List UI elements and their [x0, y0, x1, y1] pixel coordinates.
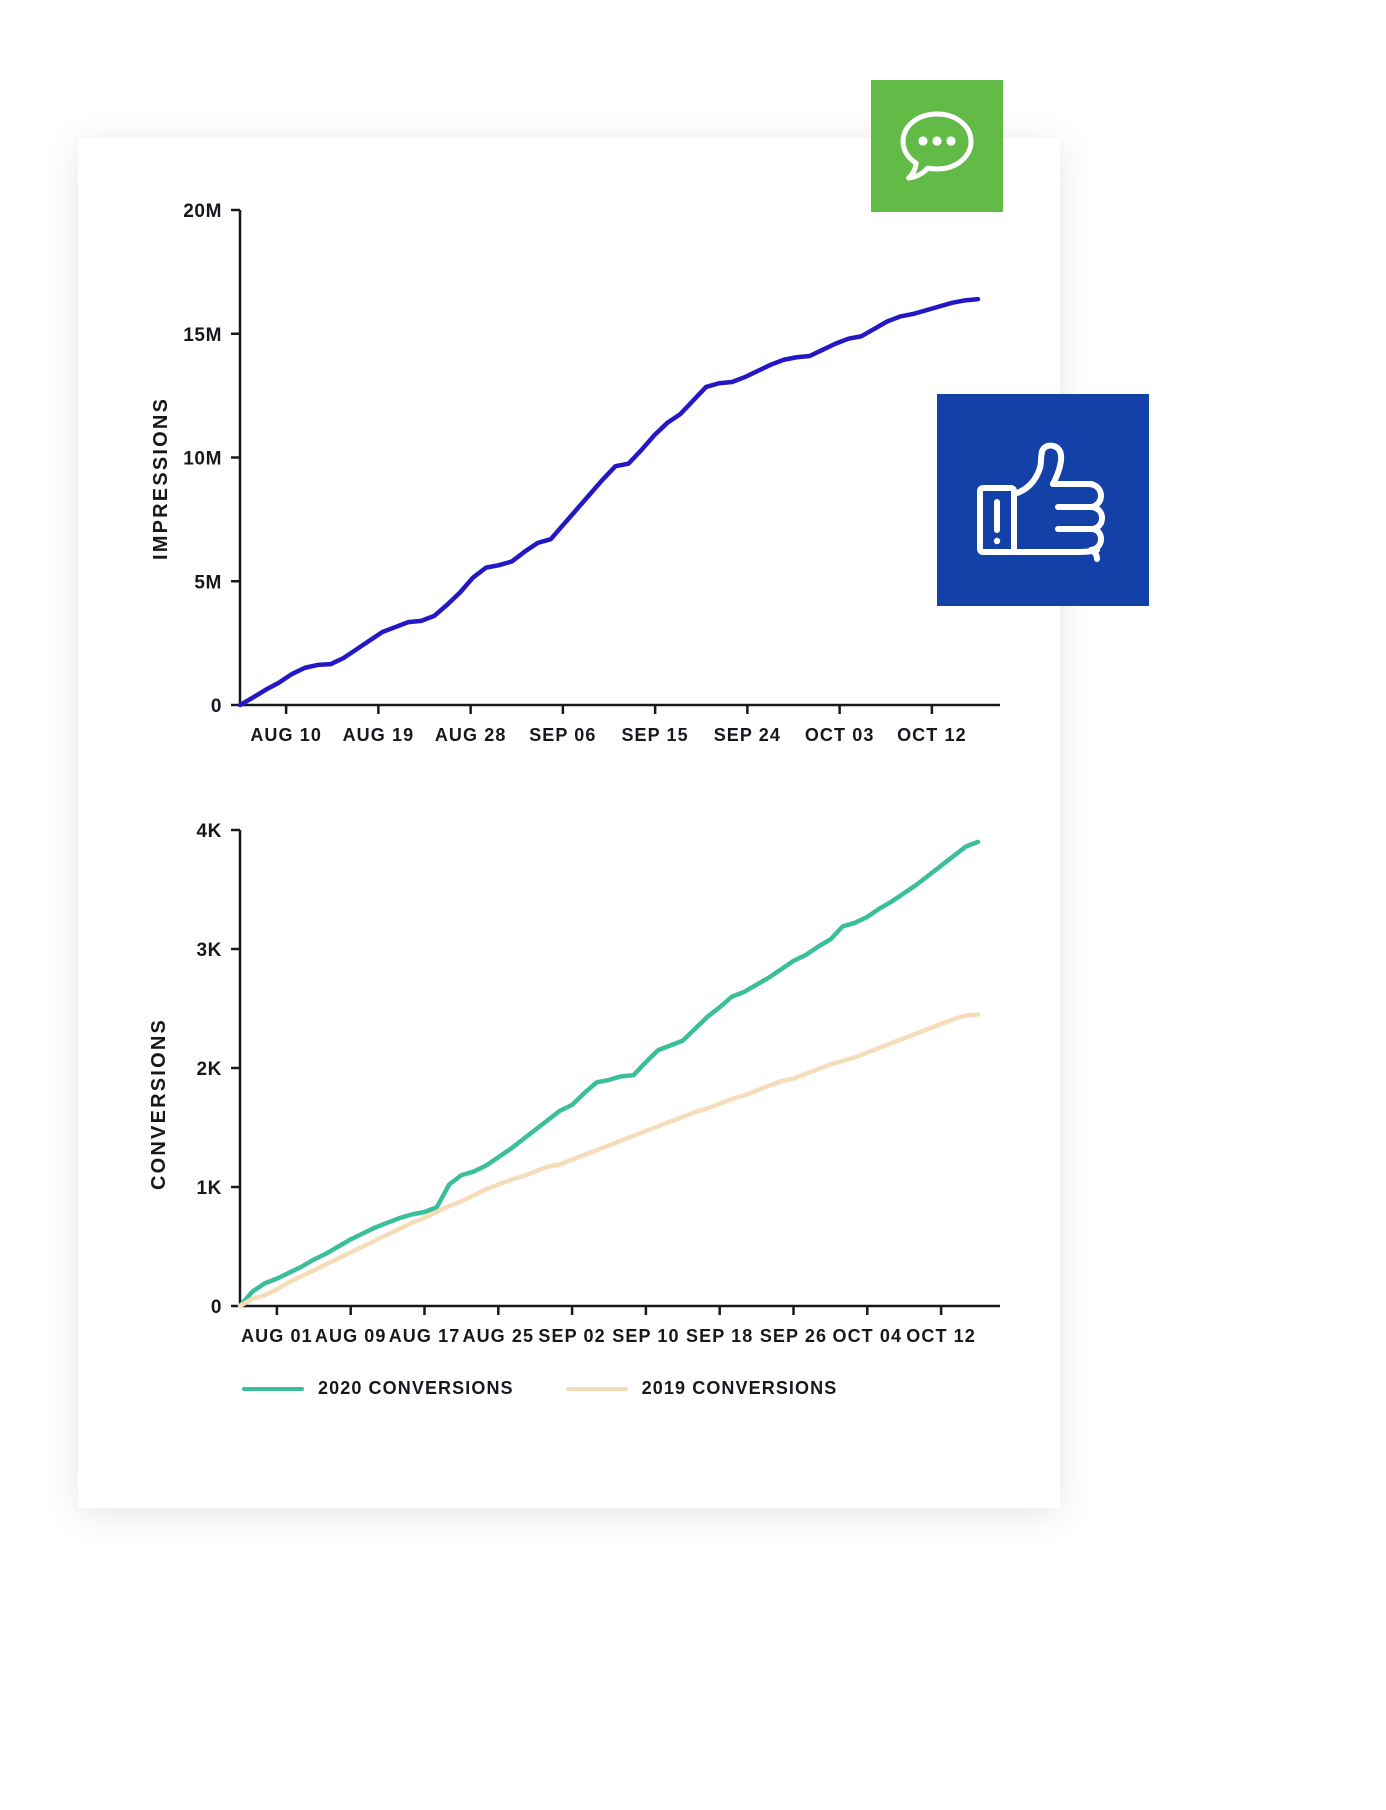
svg-text:SEP 26: SEP 26	[759, 1326, 828, 1346]
svg-text:SEP 15: SEP 15	[621, 725, 689, 745]
svg-text:0: 0	[210, 696, 222, 717]
legend-swatch-2019-icon	[566, 1387, 628, 1391]
chat-bubble-icon	[891, 100, 983, 192]
svg-text:OCT 04: OCT 04	[832, 1326, 903, 1346]
svg-text:OCT 03: OCT 03	[804, 725, 875, 745]
svg-text:AUG 10: AUG 10	[250, 725, 322, 745]
svg-text:2K: 2K	[196, 1059, 222, 1080]
svg-text:20M: 20M	[183, 201, 222, 222]
chart-legend	[160, 1378, 1020, 1399]
legend-item-2020	[242, 1378, 514, 1399]
svg-text:SEP 02: SEP 02	[538, 1326, 606, 1346]
svg-text:SEP 06: SEP 06	[529, 725, 597, 745]
thumbs-up-icon	[972, 436, 1114, 564]
svg-text:0: 0	[210, 1297, 222, 1318]
svg-text:OCT 12: OCT 12	[897, 725, 967, 745]
impressions-chart	[78, 180, 1060, 770]
conversions-y-axis-title: CONVERSIONS	[148, 1017, 170, 1190]
chat-bubble-badge	[871, 80, 1003, 212]
impressions-y-axis-title: IMPRESSIONS	[150, 396, 172, 560]
legend-label-2019: 2019 CONVERSIONS	[641, 1378, 838, 1398]
svg-text:3K: 3K	[196, 940, 222, 961]
svg-text:AUG 19: AUG 19	[342, 725, 415, 745]
legend-swatch-2020-icon	[242, 1387, 304, 1391]
thumbs-up-badge	[937, 394, 1149, 606]
svg-text:AUG 25: AUG 25	[462, 1326, 535, 1346]
svg-text:4K: 4K	[196, 821, 222, 842]
conversions-plot	[78, 790, 1060, 1430]
svg-text:10M: 10M	[183, 448, 222, 470]
conversions-chart	[78, 790, 1060, 1430]
svg-text:AUG 09: AUG 09	[314, 1326, 387, 1346]
svg-text:5M: 5M	[194, 572, 222, 594]
svg-text:SEP 18: SEP 18	[686, 1326, 754, 1346]
svg-text:15M: 15M	[183, 324, 222, 346]
svg-text:SEP 10: SEP 10	[612, 1326, 680, 1346]
impressions-plot	[78, 180, 1060, 770]
legend-label-2020: 2020 CONVERSIONS	[318, 1378, 514, 1398]
legend-item-2019	[566, 1378, 838, 1399]
svg-text:AUG 17: AUG 17	[388, 1326, 461, 1346]
svg-text:OCT 12: OCT 12	[906, 1326, 976, 1346]
svg-text:SEP 24: SEP 24	[713, 725, 782, 745]
svg-text:AUG 28: AUG 28	[434, 725, 507, 745]
svg-text:AUG 01: AUG 01	[241, 1326, 313, 1346]
svg-text:1K: 1K	[196, 1178, 222, 1199]
